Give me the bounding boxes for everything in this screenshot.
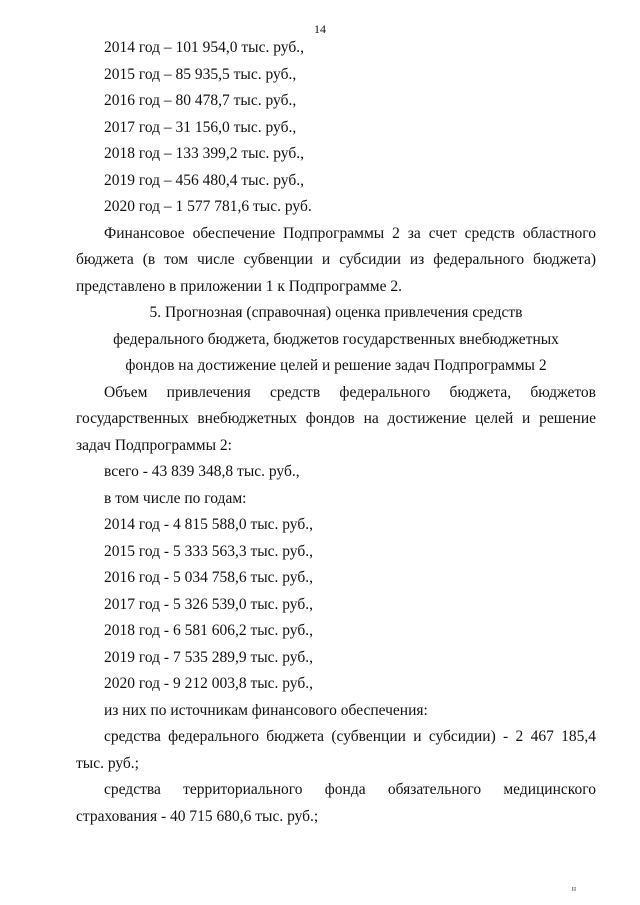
by-years-label: в том числе по годам: xyxy=(104,489,247,507)
page-number: 14 xyxy=(314,22,326,36)
section-heading xyxy=(76,300,596,380)
year-funding-line: 2014 год – 101 954,0 тыс. руб., xyxy=(104,39,304,56)
section-heading-line: федерального бюджета, бюджетов государственных внебюджетных xyxy=(113,330,559,348)
year-funding-line: 2020 год – 1 577 781,6 тыс. руб. xyxy=(104,198,312,215)
year-funding-line: 2018 год – 133 399,2 тыс. руб., xyxy=(104,145,304,162)
year-funding-line: 2016 год – 80 478,7 тыс. руб., xyxy=(104,92,297,109)
year-funding-line: 2014 год - 4 815 588,0 тыс. руб., xyxy=(104,516,313,533)
year-funding-line: 2019 год – 456 480,4 тыс. руб., xyxy=(104,171,304,189)
year-funding-line: 2015 год - 5 333 563,3 тыс. руб., xyxy=(104,542,313,560)
document-body xyxy=(76,35,596,830)
year-funding-line: 2017 год – 31 156,0 тыс. руб., xyxy=(104,118,297,136)
section-heading-line: фондов на достижение целей и решение задач Подпрограммы 2 xyxy=(125,357,547,374)
year-funding-line: 2019 год - 7 535 289,9 тыс. руб., xyxy=(104,648,313,666)
insurance-funds-paragraph: средства территориального фонда обязательного медицинского страхования - 40 715 680,6 тыс. руб.; xyxy=(76,781,596,825)
year-funding-line: 2020 год - 9 212 003,8 тыс. руб., xyxy=(104,675,313,692)
section-heading-line: 5. Прогнозная (справочная) оценка привлечения средств xyxy=(149,304,523,321)
federal-funds-paragraph: средства федерального бюджета (субвенции и субсидии) - 2 467 185,4 тыс. руб.; xyxy=(76,728,596,772)
total-line: всего - 43 839 348,8 тыс. руб., xyxy=(104,463,300,480)
year-funding-line: 2018 год - 6 581 606,2 тыс. руб., xyxy=(104,622,313,639)
year-funding-line: 2017 год - 5 326 539,0 тыс. руб., xyxy=(104,595,313,613)
volume-paragraph: Объем привлечения средств федерального бюджета, бюджетов государственных внебюджетных фондов на достижение целей и решение задач Подпрограммы 2: xyxy=(76,383,596,454)
year-funding-line: 2016 год - 5 034 758,6 тыс. руб., xyxy=(104,569,313,586)
corner-mark: н xyxy=(571,884,576,893)
regional-funding-paragraph: Финансовое обеспечение Подпрограммы 2 за счет средств областного бюджета (в том числе субвенции и субсидии из федерального бюджета) представлено в приложении 1 к Подпрограмме 2. xyxy=(76,224,596,295)
year-funding-line: 2015 год – 85 935,5 тыс. руб., xyxy=(104,65,297,83)
sources-label: из них по источникам финансового обеспечения: xyxy=(104,701,428,719)
